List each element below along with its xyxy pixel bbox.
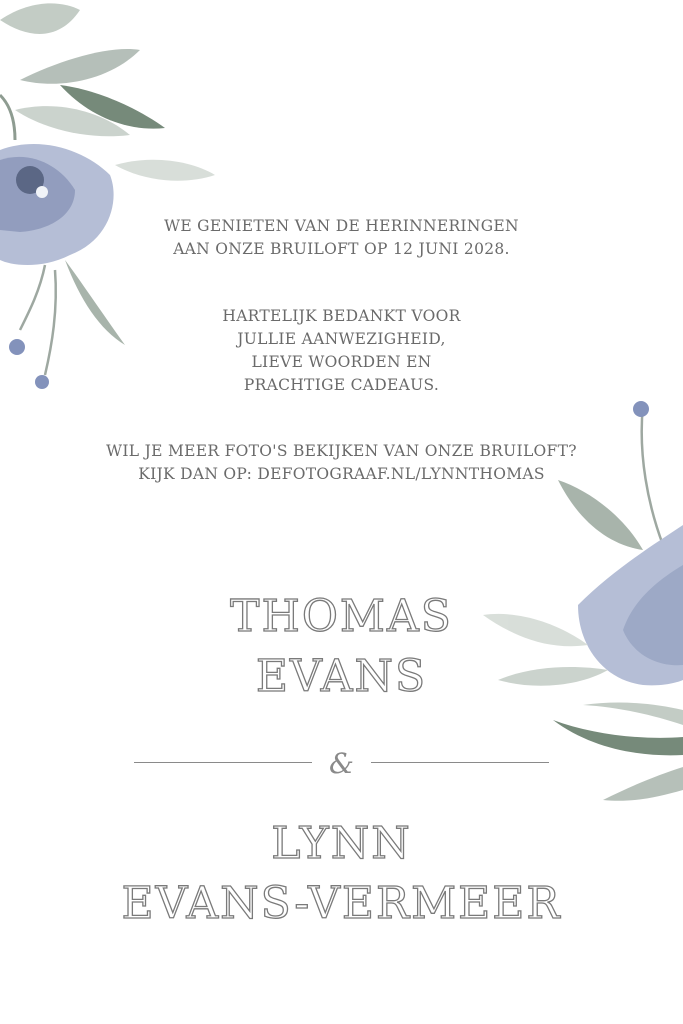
bride-first-name: LYNN [271,818,412,869]
groom-last-name: EVANS [255,651,428,702]
photos-message [0,440,683,486]
message-line: PRACHTIGE CADEAUS. [243,376,440,394]
bride-name [0,814,683,934]
thanks-message [0,305,683,397]
message-line: HARTELIJK BEDANKT VOOR [222,307,461,325]
divider-right [371,762,549,763]
message-line: WE GENIETEN VAN DE HERINNERINGEN [164,217,519,235]
message-line: JULLIE AANWEZIGHEID, [237,330,446,348]
message-line: KIJK DAN OP: DEFOTOGRAAF.NL/LYNNTHOMAS [138,465,545,483]
ampersand: & [329,747,354,780]
groom-first-name: THOMAS [230,591,453,642]
message-line: LIEVE WOORDEN EN [251,353,432,371]
memories-message [0,215,683,261]
message-line: WIL JE MEER FOTO'S BEKIJKEN VAN ONZE BRUILOFT? [106,442,577,460]
bride-last-name: EVANS-VERMEER [121,878,562,929]
groom-name [0,587,683,707]
message-line: AAN ONZE BRUILOFT OP 12 JUNI 2028. [173,240,510,258]
